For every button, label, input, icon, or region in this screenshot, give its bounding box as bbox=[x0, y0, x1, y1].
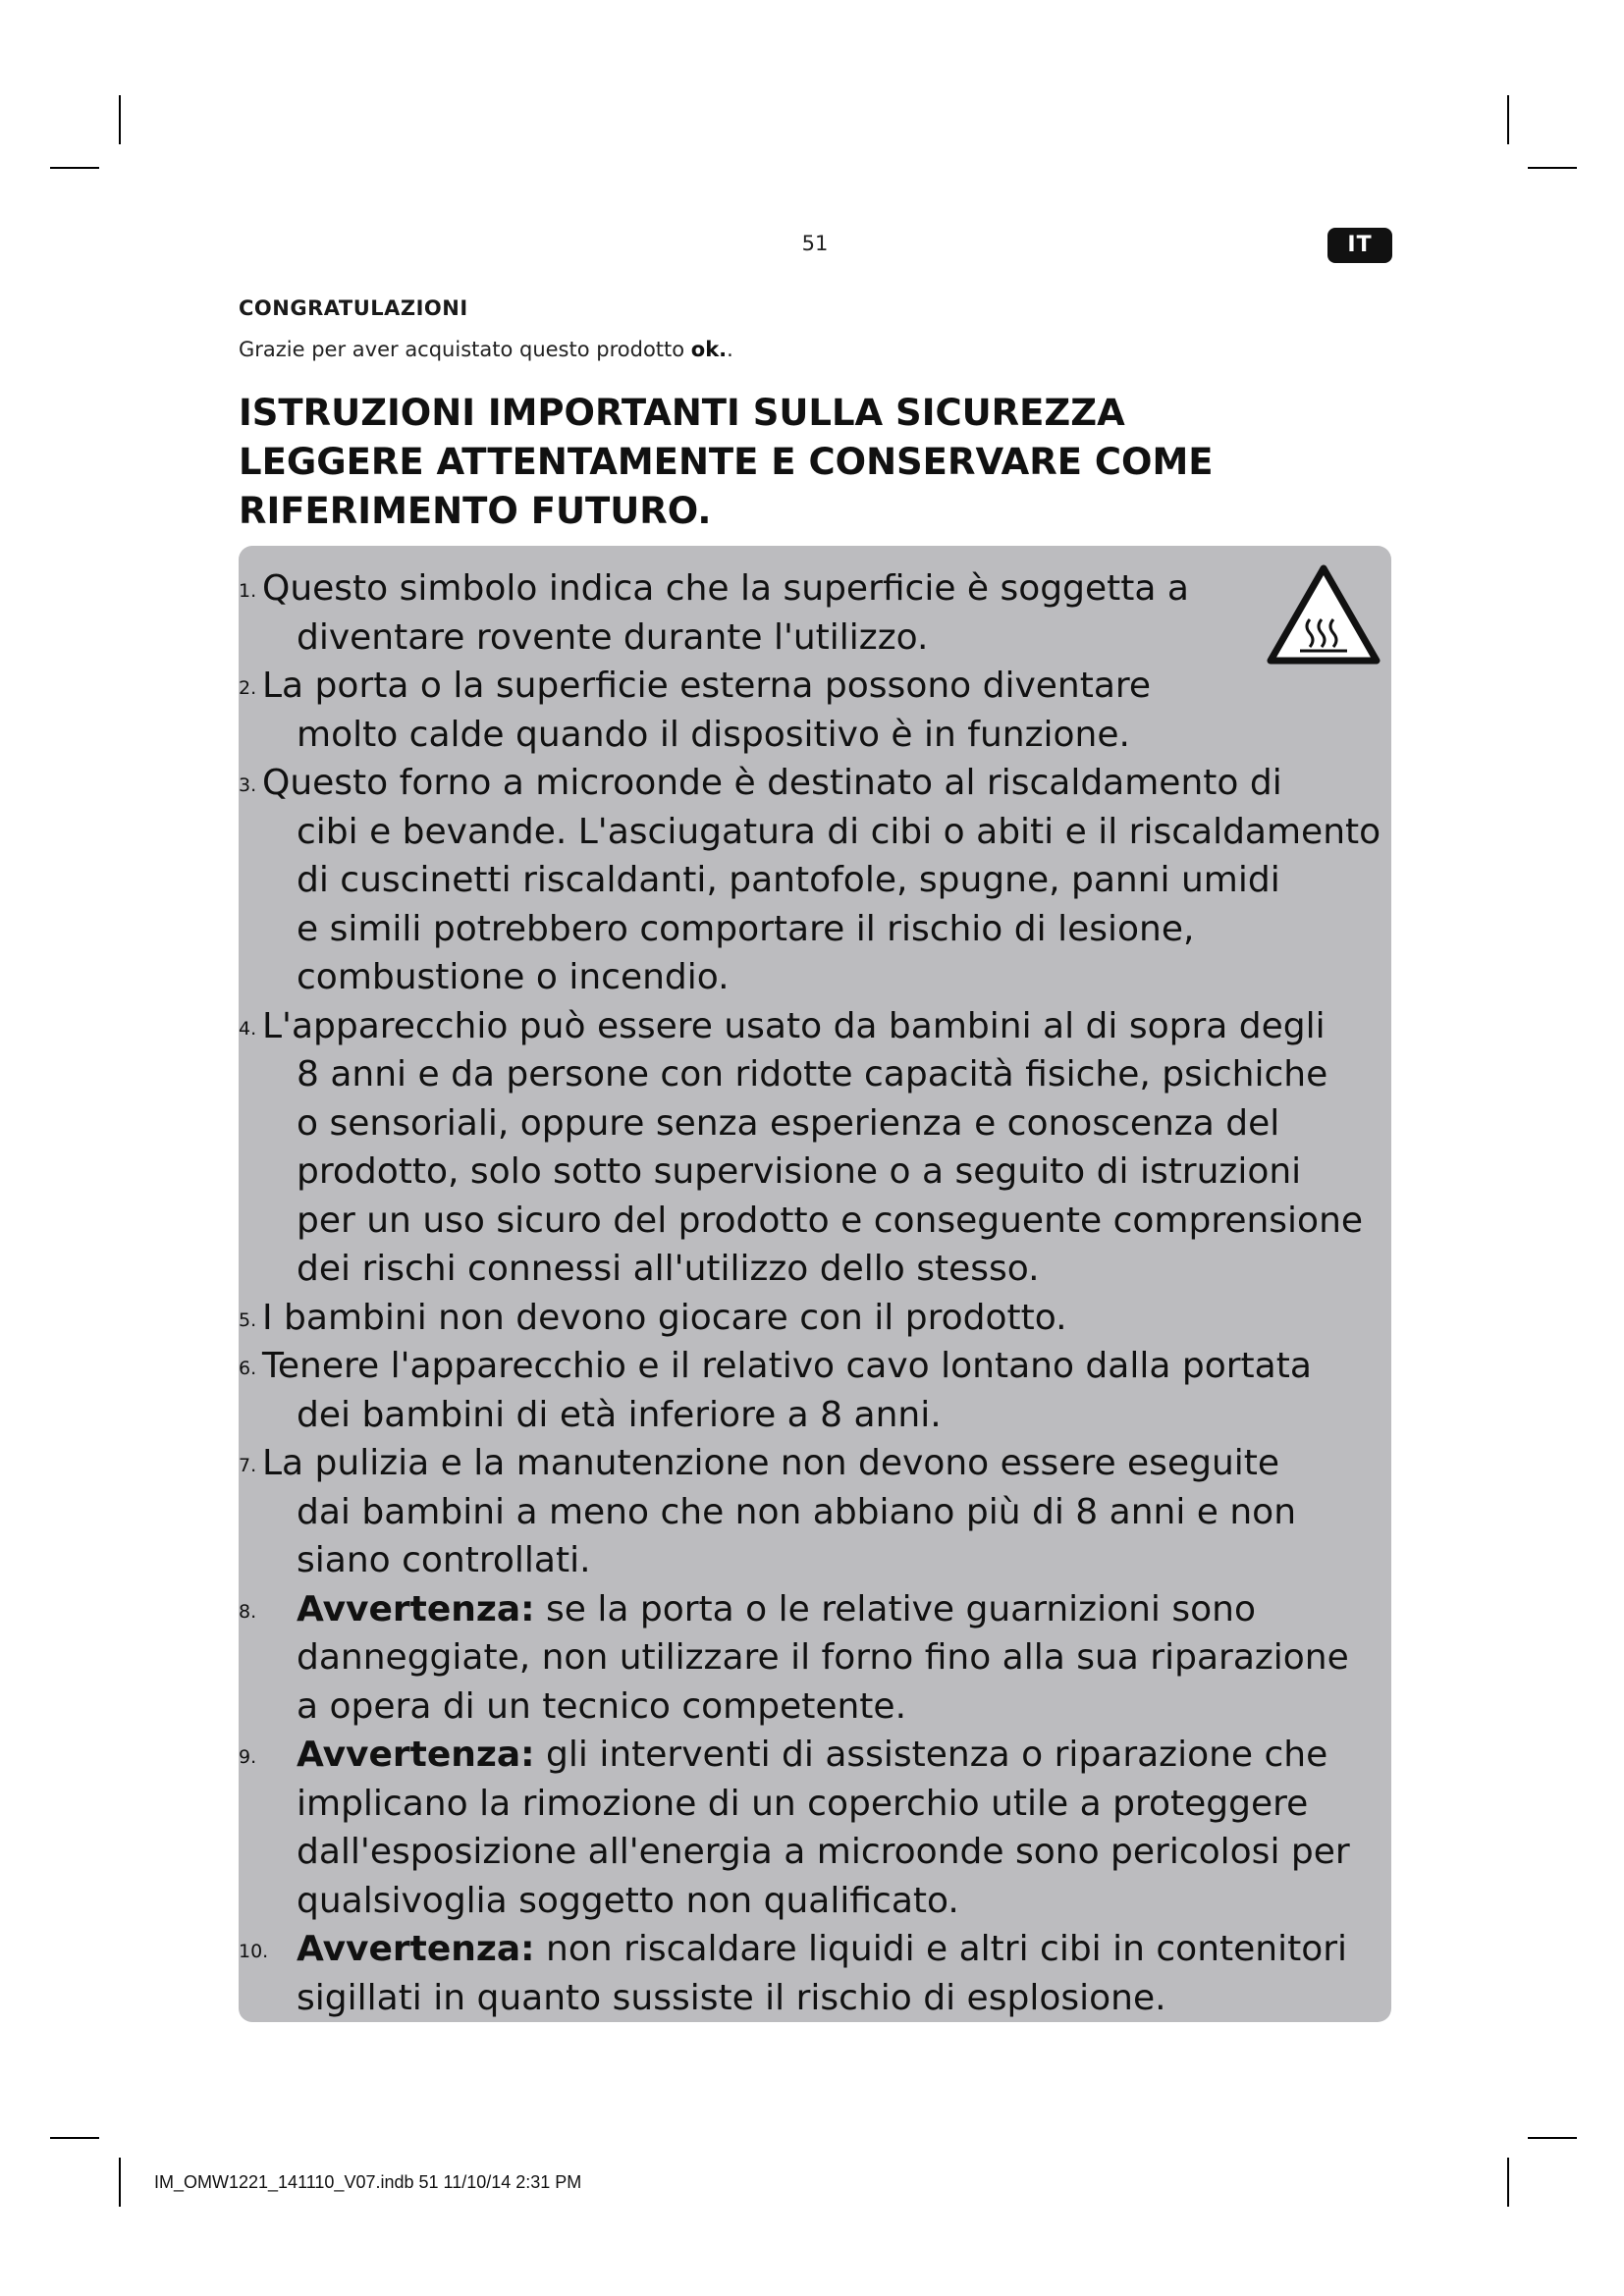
item-text-first-line: I bambini non devono giocare con il prodotto. bbox=[262, 1297, 1067, 1338]
crop-mark-top-right-h bbox=[1528, 167, 1577, 169]
item-number: 4. bbox=[239, 1017, 257, 1040]
crop-mark-bottom-left-v bbox=[119, 2158, 121, 2207]
item-text-line: cibi e bevande. L'asciugatura di cibi o abiti e il riscaldamento bbox=[297, 811, 1381, 852]
crop-mark-bottom-left-h bbox=[50, 2137, 99, 2139]
item-text-line: di cuscinetti riscaldanti, pantofole, spugne, panni umidi bbox=[297, 860, 1280, 900]
item-text-first-line: Tenere l'apparecchio e il relativo cavo lontano dalla portata bbox=[262, 1346, 1312, 1386]
item-text-line: e simili potrebbero comportare il rischio di lesione, bbox=[297, 908, 1195, 949]
crop-mark-top-left-h bbox=[50, 167, 99, 169]
item-text-line: dei bambini di età inferiore a 8 anni. bbox=[297, 1394, 942, 1435]
item-number: 7. bbox=[239, 1455, 257, 1476]
item-text-line: prodotto, solo sotto supervisione o a seguito di istruzioni bbox=[297, 1151, 1302, 1192]
item-number: 10. bbox=[239, 1941, 269, 1962]
item-text-first-line: La pulizia e la manutenzione non devono essere eseguite bbox=[262, 1443, 1280, 1483]
crop-mark-bottom-right-h bbox=[1528, 2137, 1577, 2139]
item-text-line: implicano la rimozione di un coperchio utile a proteggere bbox=[297, 1783, 1309, 1824]
thanks-suffix: . bbox=[727, 338, 733, 361]
item-text-first-line: Questo forno a microonde è destinato al riscaldamento di bbox=[262, 763, 1282, 803]
warning-label: Avvertenza: bbox=[297, 1735, 535, 1775]
thanks-text: Grazie per aver acquistato questo prodotto bbox=[239, 338, 691, 361]
item-number: 9. bbox=[239, 1746, 257, 1768]
warning-text: gli interventi di assistenza o riparazione che bbox=[534, 1735, 1328, 1775]
item-text-line: dai bambini a meno che non abbiano più di 8 anni e non bbox=[297, 1491, 1297, 1532]
item-text-line: per un uso sicuro del prodotto e conseguente comprensione bbox=[297, 1200, 1364, 1241]
congrats-title: CONGRATULAZIONI bbox=[239, 296, 468, 320]
item-text-line: molto calde quando il dispositivo è in funzione. bbox=[297, 714, 1130, 755]
item-text-first-line bbox=[297, 1925, 1347, 1974]
thanks-line bbox=[239, 338, 733, 361]
print-footer: IM_OMW1221_141110_V07.indb 51 11/10/14 2:31 PM bbox=[154, 2172, 582, 2192]
item-text-first-line: L'apparecchio può essere usato da bambini al di sopra degli bbox=[262, 1005, 1326, 1046]
item-number: 2. bbox=[239, 677, 257, 699]
brand-name: ok. bbox=[690, 338, 728, 361]
item-text-line: combustione o incendio. bbox=[297, 957, 730, 997]
crop-mark-top-left-v bbox=[119, 95, 121, 144]
page-number: 51 bbox=[801, 232, 829, 255]
item-text-first-line: Questo simbolo indica che la superficie è soggetta a bbox=[262, 568, 1189, 609]
item-text-line: siano controllati. bbox=[297, 1540, 591, 1580]
item-text-line: danneggiate, non utilizzare il forno fino alla sua riparazione bbox=[297, 1637, 1349, 1678]
item-number: 5. bbox=[239, 1308, 257, 1331]
item-text-line: sigillati in quanto sussiste il rischio di esplosione. bbox=[297, 1977, 1166, 2018]
item-text-line: diventare rovente durante l'utilizzo. bbox=[297, 616, 929, 658]
language-badge: IT bbox=[1327, 228, 1392, 263]
item-text-line: dall'esposizione all'energia a microonde sono pericolosi per bbox=[297, 1832, 1350, 1872]
item-text-first-line: La porta o la superficie esterna possono diventare bbox=[262, 666, 1152, 706]
item-text-line: qualsivoglia soggetto non qualificato. bbox=[297, 1880, 959, 1921]
item-text-first-line bbox=[297, 1585, 1256, 1634]
crop-mark-bottom-right-v bbox=[1507, 2158, 1509, 2207]
warning-text: non riscaldare liquidi e altri cibi in contenitori bbox=[534, 1929, 1348, 1969]
warning-text: se la porta o le relative guarnizioni sono bbox=[534, 1588, 1256, 1629]
crop-mark-top-right-v bbox=[1507, 95, 1509, 144]
item-text-line: 8 anni e da persone con ridotte capacità fisiche, psichiche bbox=[297, 1054, 1328, 1095]
warning-label: Avvertenza: bbox=[297, 1929, 535, 1969]
item-number: 8. bbox=[239, 1600, 257, 1623]
warning-label: Avvertenza: bbox=[297, 1588, 535, 1629]
item-number: 1. bbox=[239, 580, 257, 602]
item-text-first-line bbox=[297, 1731, 1327, 1780]
item-text-line: dei rischi connessi all'utilizzo dello stesso. bbox=[297, 1249, 1040, 1289]
item-number: 6. bbox=[239, 1358, 257, 1379]
safety-heading: ISTRUZIONI IMPORTANTI SULLA SICUREZZA LEGGERE ATTENTAMENTE E CONSERVARE COME RIFERIMENTO FUTURO. bbox=[239, 392, 1214, 532]
item-text-line: o sensoriali, oppure senza esperienza e conoscenza del bbox=[297, 1102, 1280, 1144]
item-text-line: a opera di un tecnico competente. bbox=[297, 1685, 907, 1727]
item-number: 3. bbox=[239, 774, 257, 796]
